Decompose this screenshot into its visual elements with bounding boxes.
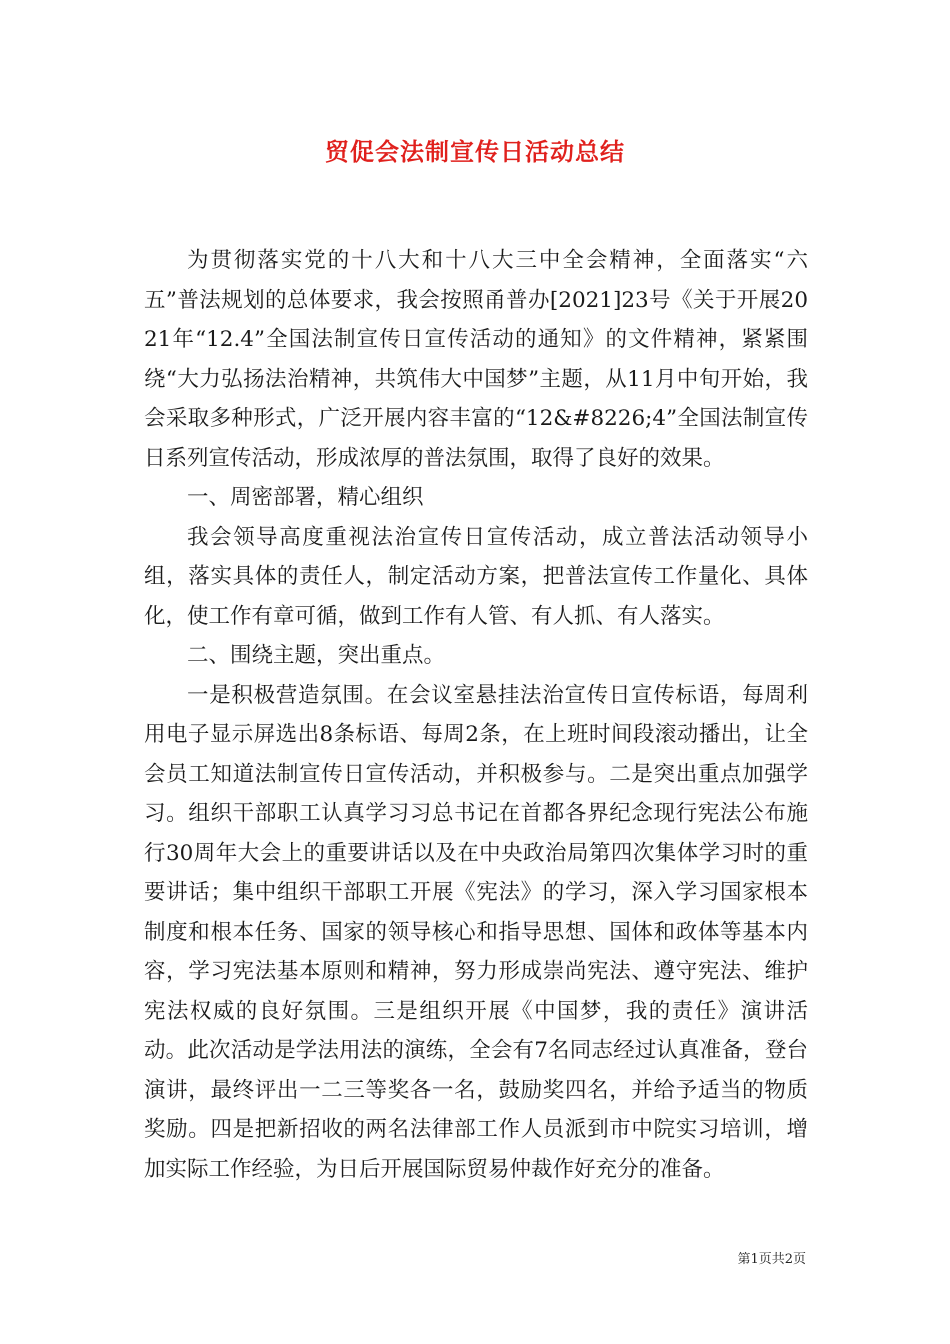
intro-paragraph: 为贯彻落实党的十八大和十八大三中全会精神，全面落实“六五”普法规划的总体要求，我会按照甬普办[2021]23号《关于开展2021年“12.4”全国法制宣传日宣传活动的通知》的文件精神，紧紧围绕“大力弘扬法治精神，共筑伟大中国梦”主题，从11月中旬开始，我会采取多种形式，广泛开展内容丰富的“12&#8226;4”全国法制宣传日系列宣传活动，形成浓厚的普法氛围，取得了良好的效果。 (144, 248, 808, 471)
section-heading-2: 二、围绕主题，突出重点。 (187, 643, 446, 668)
section-1-paragraph: 我会领导高度重视法治宣传日宣传活动，成立普法活动领导小组，落实具体的责任人，制定活动方案，把普法宣传工作量化、具体化，使工作有章可循，做到工作有人管、有人抓、有人落实。 (144, 524, 808, 629)
document-body (144, 241, 808, 1189)
page-number: 第1页共2页 (737, 1252, 806, 1267)
section-2-paragraph: 一是积极营造氛围。在会议室悬挂法治宣传日宣传标语，每周利用电子显示屏选出8条标语、每周2条，在上班时间段滚动播出，让全会员工知道法制宣传日宣传活动，并积极参与。二是突出重点加强学习。组织干部职工认真学习习总书记在首都各界纪念现行宪法公布施行30周年大会上的重要讲话以及在中央政治局第四次集体学习时的重要讲话；集中组织干部职工开展《宪法》的学习，深入学习国家根本制度和根本任务、国家的领导核心和指导思想、国体和政体等基本内容，学习宪法基本原则和精神，努力形成崇尚宪法、遵守宪法、维护宪法权威的良好氛围。三是组织开展《中国梦，我的责任》演讲活动。此次活动是学法用法的演练，全会有7名同志经过认真准备，登台演讲，最终评出一二三等奖各一名，鼓励奖四名，并给予适当的物质奖励。四是把新招收的两名法律部工作人员派到市中院实习培训，增加实际工作经验，为日后开展国际贸易仲裁作好充分的准备。 (144, 682, 808, 1182)
document-title: 贸促会法制宣传日活动总结 (325, 137, 625, 166)
section-heading-1: 一、周密部署，精心组织 (187, 485, 424, 510)
